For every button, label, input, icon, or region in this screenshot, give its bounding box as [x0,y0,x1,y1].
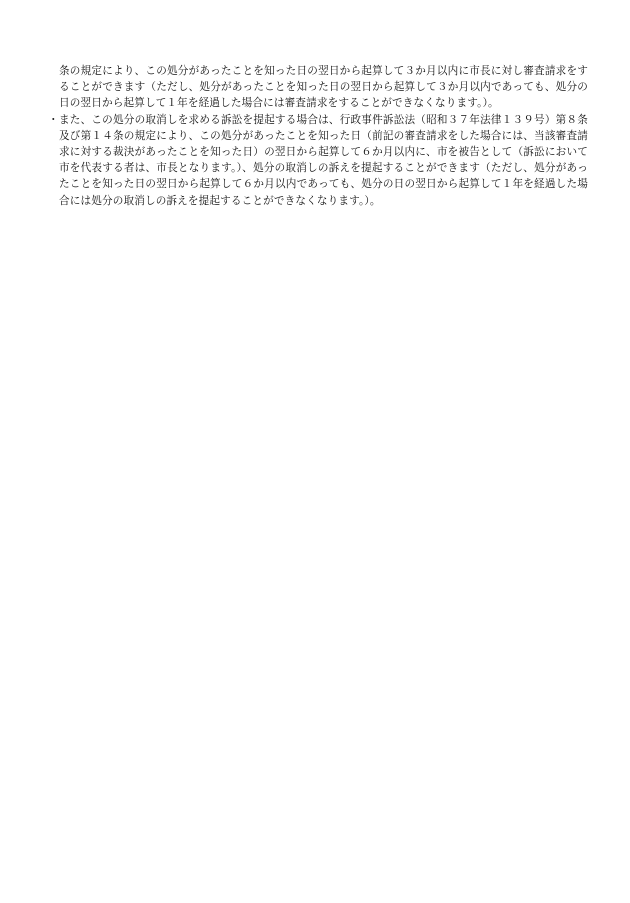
review-request-paragraph: 条の規定により、この処分があったことを知った日の翌日から起算して３か月以内に市長に対し審査請求をすることができます（ただし、処分があったことを知った日の翌日から起算して３か月以内であっても、処分の日の翌日から起算して１年を経過した場合には審査請求をすることができなくなります。）。 [59,65,588,110]
lawsuit-paragraph-item [48,112,588,209]
appeal-notice-text [48,63,588,209]
bullet-marker: ・ [48,113,59,126]
lawsuit-paragraph: また、この処分の取消しを求める訴訟を提起する場合は、行政事件訴訟法（昭和３７年法律１３９号）第８条及び第１４条の規定により、この処分があったことを知った日（前記の審査請求をした場合には、当該審査請求に対する裁決があったことを知った日）の翌日から起算して６か月以内に、市を被告として（訴訟において市を代表する者は、市長となります。）、処分の取消しの訴えを提起することができます（ただし、処分があったことを知った日の翌日から起算して６か月以内であっても、処分の日の翌日から起算して１年を経過した場合には処分の取消しの訴えを提起することができなくなります。）。 [59,113,588,207]
